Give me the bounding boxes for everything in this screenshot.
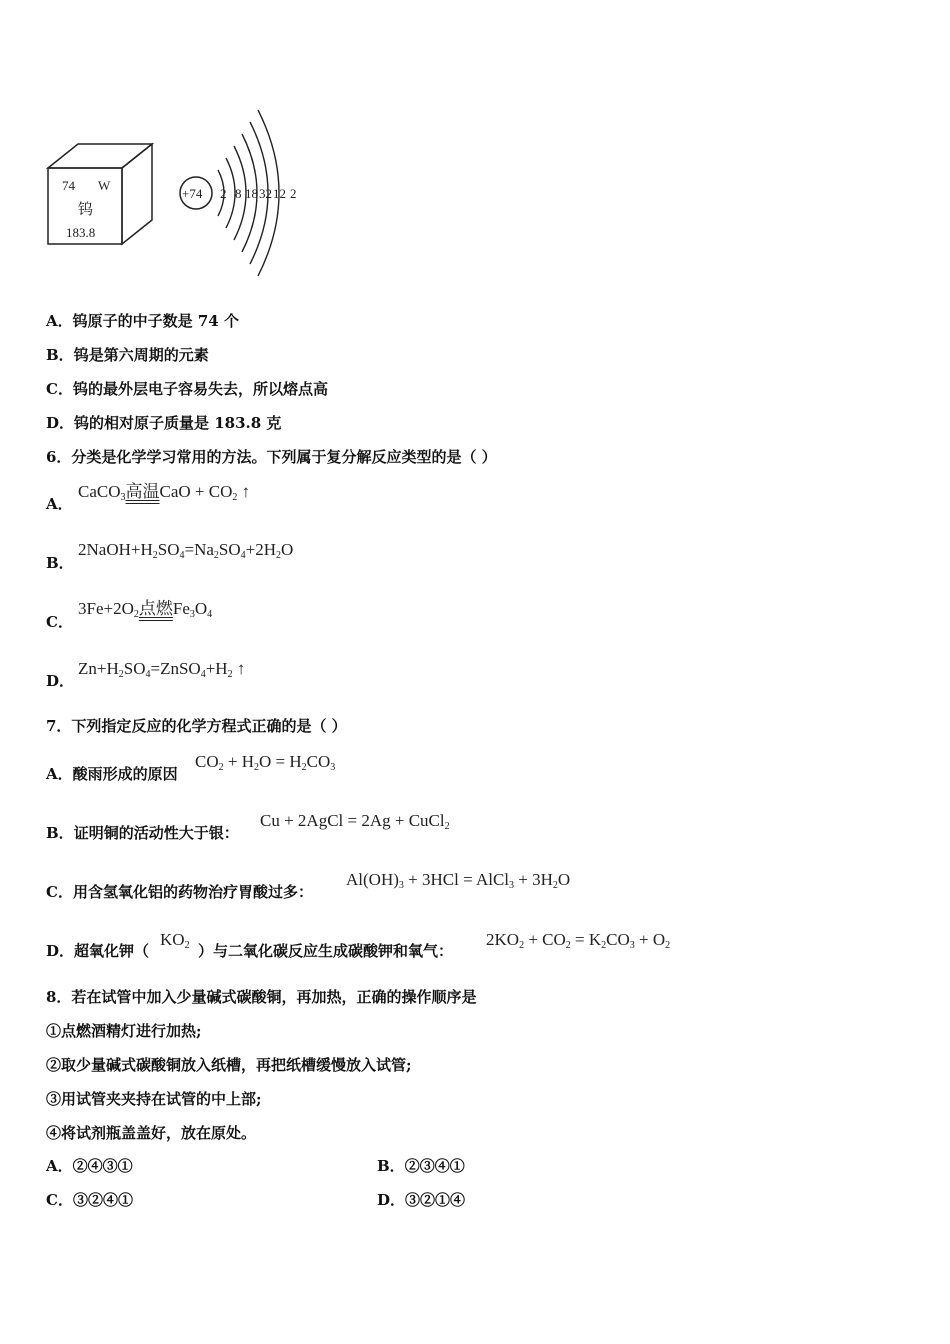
q6-option-a-label[interactable]: A．	[46, 495, 73, 513]
q6-option-d-equation: $Zn+H_2SO_4=ZnSO_4+H_2$ ↑	[78, 659, 246, 680]
q8-option-a[interactable]: A．②④③①	[46, 1157, 133, 1175]
q6-option-c-equation: $3Fe+2O_2$点燃$Fe_3O_4$	[78, 599, 213, 620]
q7-option-a[interactable]: A．酸雨形成的原因	[46, 765, 178, 783]
q5-option-c[interactable]: C．钨的最外层电子容易失去，所以熔点高	[46, 380, 328, 398]
q8-option-b[interactable]: B．②③④①	[377, 1157, 465, 1175]
cell-number: 74	[62, 178, 75, 193]
q6-option-b-label[interactable]: B．	[46, 554, 74, 572]
element-cell	[48, 144, 152, 244]
q7-option-d-formula: $KO_2$	[160, 930, 190, 951]
shell-2: 8	[235, 186, 242, 201]
q6-stem: 6．分类是化学学习常用的方法。下列属于复分解反应类型的是（ ）	[46, 448, 497, 466]
shell-6: 2	[290, 186, 297, 201]
q7-option-d-label[interactable]: D．超氧化钾（	[46, 942, 150, 960]
cell-name: 钨	[78, 200, 94, 218]
q8-step-1: ①点燃酒精灯进行加热;	[46, 1022, 202, 1040]
q7-option-d-text: ）与二氧化碳反应生成碳酸钾和氧气：	[198, 942, 454, 960]
q7-option-b-equation: Cu + 2AgCl = 2Ag + CuCl$_2$	[260, 811, 450, 832]
q7-option-c[interactable]: C．用含氢氧化铝的药物治疗胃酸过多：	[46, 883, 313, 901]
q5-option-d[interactable]: D．钨的相对原子质量是 183.8 克	[46, 414, 282, 432]
q5-option-b[interactable]: B．钨是第六周期的元素	[46, 346, 209, 364]
q7-option-a-equation: $CO_2 + H_2O = H_2CO_3$	[195, 752, 336, 773]
q7-option-c-equation: $Al(OH)_3 + 3HCl$ = AlCl$_3$ + $3H_2O$	[346, 870, 571, 891]
q6-option-a-equation: CaCO$_3$高温CaO + $CO_2$ ↑	[78, 482, 251, 503]
q8-stem: 8．若在试管中加入少量碱式碳酸铜，再加热，正确的操作顺序是	[46, 988, 477, 1006]
shell-4: 32	[259, 186, 272, 201]
nucleus-charge: +74	[182, 186, 203, 201]
q7-option-b[interactable]: B．证明铜的活动性大于银：	[46, 824, 239, 842]
cell-symbol: W	[98, 178, 111, 193]
shell-1: 2	[220, 186, 227, 201]
q8-step-4: ④将试剂瓶盖盖好，放在原处。	[46, 1124, 257, 1142]
q6-option-c-label[interactable]: C．	[46, 613, 73, 631]
shell-5: 12	[273, 186, 286, 201]
q6-option-b-equation: $2NaOH+H_2SO_4=Na_2SO_4+2H_2O$	[78, 540, 294, 561]
q8-option-d[interactable]: D．③②①④	[377, 1191, 466, 1209]
q7-option-d-equation: $2KO_2 + CO_2 = K_2CO_3 + O_2$	[486, 930, 671, 951]
q8-step-2: ②取少量碱式碳酸铜放入纸槽，再把纸槽缓慢放入试管;	[46, 1056, 412, 1074]
tungsten-figure	[40, 100, 320, 280]
q8-step-3: ③用试管夹夹持在试管的中上部;	[46, 1090, 262, 1108]
q6-option-d-label[interactable]: D．	[46, 672, 75, 690]
q5-option-a[interactable]: A．钨原子的中子数是 74 个	[46, 312, 239, 330]
q8-option-c[interactable]: C．③②④①	[46, 1191, 133, 1209]
q7-stem: 7．下列指定反应的化学方程式正确的是（ ）	[46, 717, 347, 735]
cell-mass: 183.8	[66, 225, 96, 240]
shell-3: 18	[245, 186, 258, 201]
